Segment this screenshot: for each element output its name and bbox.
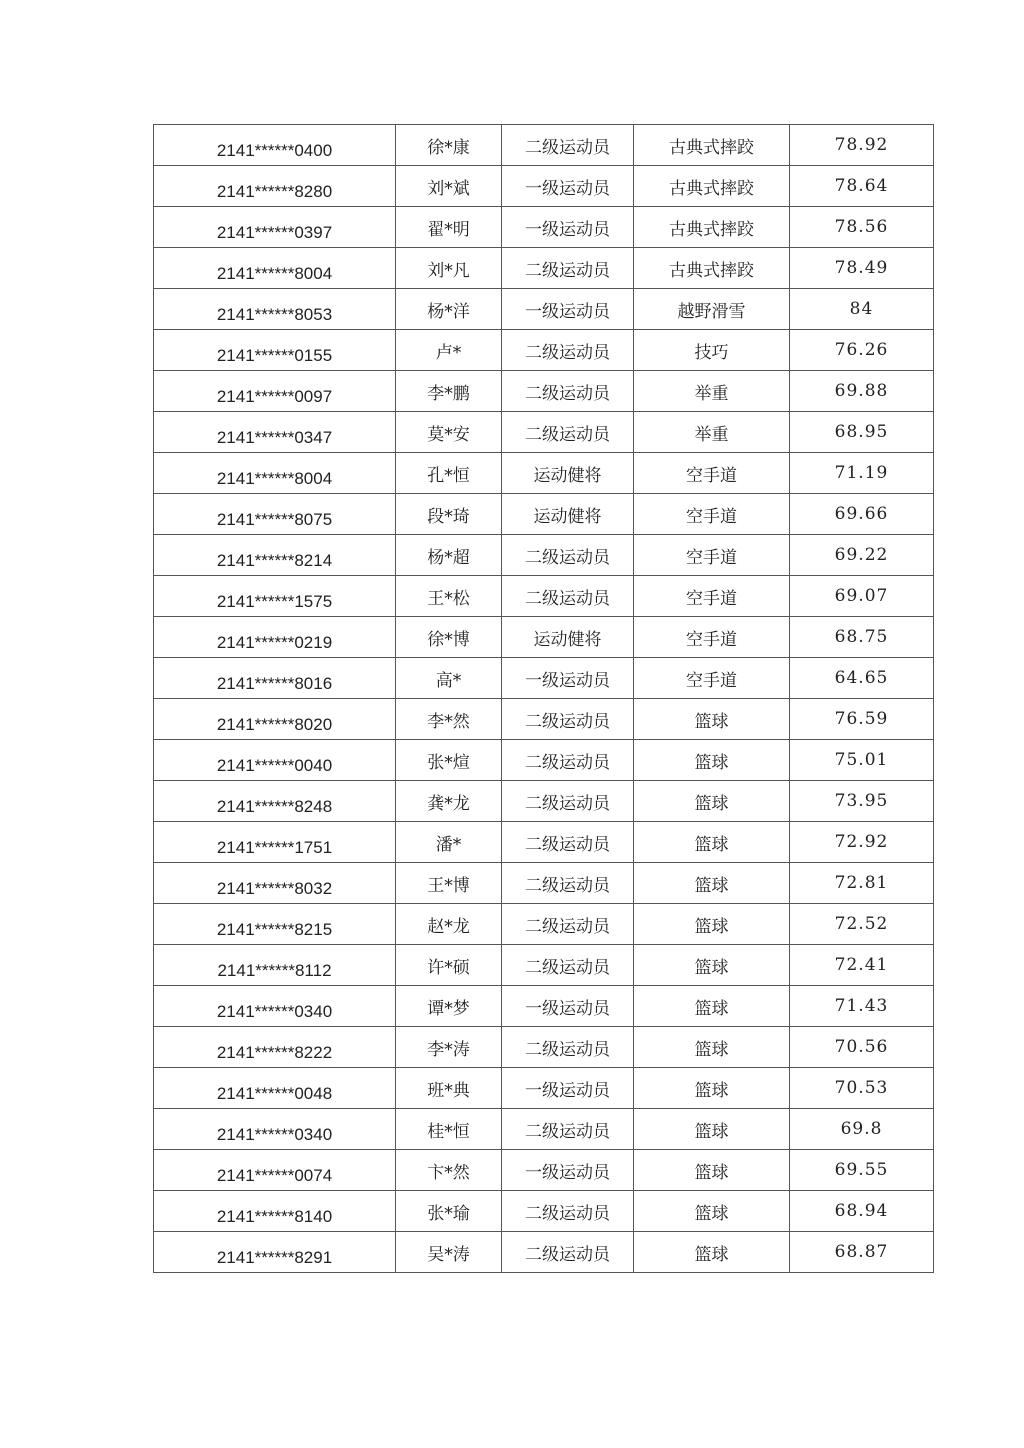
table-row [154, 248, 934, 289]
id-cell: 2141******8222 [154, 1027, 396, 1068]
id-cell: 2141******8053 [154, 289, 396, 330]
table-row [154, 207, 934, 248]
sport-cell: 篮球 [634, 1191, 790, 1232]
id-cell: 2141******0397 [154, 207, 396, 248]
level-cell: 运动健将 [502, 617, 634, 658]
level-cell: 一级运动员 [502, 658, 634, 699]
sport-cell: 篮球 [634, 1109, 790, 1150]
score-cell: 76.26 [790, 330, 934, 371]
level-cell: 二级运动员 [502, 412, 634, 453]
table-row [154, 617, 934, 658]
sport-cell: 篮球 [634, 1068, 790, 1109]
score-cell: 72.52 [790, 904, 934, 945]
table-row [154, 1068, 934, 1109]
table-row [154, 535, 934, 576]
name-cell: 孔*恒 [396, 453, 502, 494]
id-cell: 2141******0155 [154, 330, 396, 371]
name-cell: 王*博 [396, 863, 502, 904]
table-row [154, 904, 934, 945]
name-cell: 谭*梦 [396, 986, 502, 1027]
level-cell: 一级运动员 [502, 166, 634, 207]
score-cell: 78.64 [790, 166, 934, 207]
table-row [154, 412, 934, 453]
id-cell: 2141******0219 [154, 617, 396, 658]
score-cell: 69.66 [790, 494, 934, 535]
id-cell: 2141******0048 [154, 1068, 396, 1109]
level-cell: 一级运动员 [502, 986, 634, 1027]
score-cell: 84 [790, 289, 934, 330]
name-cell: 李*涛 [396, 1027, 502, 1068]
level-cell: 二级运动员 [502, 125, 634, 166]
name-cell: 徐*博 [396, 617, 502, 658]
name-cell: 王*松 [396, 576, 502, 617]
sport-cell: 空手道 [634, 617, 790, 658]
sport-cell: 篮球 [634, 863, 790, 904]
id-cell: 2141******8032 [154, 863, 396, 904]
score-cell: 76.59 [790, 699, 934, 740]
results-table [153, 124, 934, 1273]
level-cell: 二级运动员 [502, 1027, 634, 1068]
level-cell: 运动健将 [502, 494, 634, 535]
score-cell: 78.49 [790, 248, 934, 289]
level-cell: 二级运动员 [502, 371, 634, 412]
id-cell: 2141******8020 [154, 699, 396, 740]
sport-cell: 篮球 [634, 904, 790, 945]
id-cell: 2141******8214 [154, 535, 396, 576]
id-cell: 2141******1751 [154, 822, 396, 863]
sport-cell: 古典式摔跤 [634, 166, 790, 207]
sport-cell: 篮球 [634, 945, 790, 986]
name-cell: 杨*超 [396, 535, 502, 576]
id-cell: 2141******0340 [154, 1109, 396, 1150]
score-cell: 64.65 [790, 658, 934, 699]
id-cell: 2141******8248 [154, 781, 396, 822]
sport-cell: 空手道 [634, 576, 790, 617]
sport-cell: 篮球 [634, 1232, 790, 1273]
table-row [154, 699, 934, 740]
table-row [154, 863, 934, 904]
score-cell: 72.92 [790, 822, 934, 863]
table-row [154, 289, 934, 330]
level-cell: 一级运动员 [502, 289, 634, 330]
level-cell: 二级运动员 [502, 945, 634, 986]
table-row [154, 576, 934, 617]
score-cell: 71.19 [790, 453, 934, 494]
name-cell: 卢* [396, 330, 502, 371]
name-cell: 杨*洋 [396, 289, 502, 330]
sport-cell: 举重 [634, 371, 790, 412]
level-cell: 二级运动员 [502, 576, 634, 617]
name-cell: 李*鹏 [396, 371, 502, 412]
sport-cell: 空手道 [634, 535, 790, 576]
name-cell: 刘*斌 [396, 166, 502, 207]
id-cell: 2141******0340 [154, 986, 396, 1027]
id-cell: 2141******1575 [154, 576, 396, 617]
id-cell: 2141******8291 [154, 1232, 396, 1273]
level-cell: 一级运动员 [502, 1150, 634, 1191]
sport-cell: 举重 [634, 412, 790, 453]
sport-cell: 篮球 [634, 1027, 790, 1068]
score-cell: 69.8 [790, 1109, 934, 1150]
name-cell: 翟*明 [396, 207, 502, 248]
score-cell: 70.56 [790, 1027, 934, 1068]
id-cell: 2141******8075 [154, 494, 396, 535]
level-cell: 二级运动员 [502, 1109, 634, 1150]
name-cell: 吴*涛 [396, 1232, 502, 1273]
sport-cell: 空手道 [634, 658, 790, 699]
score-cell: 72.41 [790, 945, 934, 986]
level-cell: 二级运动员 [502, 904, 634, 945]
id-cell: 2141******0347 [154, 412, 396, 453]
score-cell: 73.95 [790, 781, 934, 822]
name-cell: 班*典 [396, 1068, 502, 1109]
level-cell: 运动健将 [502, 453, 634, 494]
sport-cell: 篮球 [634, 699, 790, 740]
name-cell: 卞*然 [396, 1150, 502, 1191]
score-cell: 68.94 [790, 1191, 934, 1232]
id-cell: 2141******0040 [154, 740, 396, 781]
id-cell: 2141******8112 [154, 945, 396, 986]
id-cell: 2141******0097 [154, 371, 396, 412]
score-cell: 69.22 [790, 535, 934, 576]
name-cell: 龚*龙 [396, 781, 502, 822]
level-cell: 二级运动员 [502, 535, 634, 576]
table-row [154, 822, 934, 863]
level-cell: 一级运动员 [502, 207, 634, 248]
score-cell: 70.53 [790, 1068, 934, 1109]
id-cell: 2141******0074 [154, 1150, 396, 1191]
id-cell: 2141******0400 [154, 125, 396, 166]
table-body [154, 125, 934, 1273]
name-cell: 张*煊 [396, 740, 502, 781]
table-row [154, 494, 934, 535]
table-row [154, 781, 934, 822]
id-cell: 2141******8140 [154, 1191, 396, 1232]
name-cell: 桂*恒 [396, 1109, 502, 1150]
name-cell: 段*琦 [396, 494, 502, 535]
score-cell: 69.55 [790, 1150, 934, 1191]
table-row [154, 453, 934, 494]
score-cell: 71.43 [790, 986, 934, 1027]
sport-cell: 篮球 [634, 740, 790, 781]
id-cell: 2141******8280 [154, 166, 396, 207]
name-cell: 赵*龙 [396, 904, 502, 945]
id-cell: 2141******8004 [154, 248, 396, 289]
name-cell: 刘*凡 [396, 248, 502, 289]
sport-cell: 越野滑雪 [634, 289, 790, 330]
sport-cell: 古典式摔跤 [634, 207, 790, 248]
sport-cell: 空手道 [634, 494, 790, 535]
table-row [154, 166, 934, 207]
sport-cell: 技巧 [634, 330, 790, 371]
table-row [154, 986, 934, 1027]
table-row [154, 1150, 934, 1191]
sport-cell: 篮球 [634, 822, 790, 863]
sport-cell: 篮球 [634, 781, 790, 822]
table-row [154, 658, 934, 699]
table-row [154, 945, 934, 986]
sport-cell: 古典式摔跤 [634, 125, 790, 166]
table-row [154, 1027, 934, 1068]
name-cell: 潘* [396, 822, 502, 863]
sport-cell: 古典式摔跤 [634, 248, 790, 289]
table-row [154, 125, 934, 166]
id-cell: 2141******8016 [154, 658, 396, 699]
score-cell: 78.92 [790, 125, 934, 166]
name-cell: 莫*安 [396, 412, 502, 453]
name-cell: 李*然 [396, 699, 502, 740]
level-cell: 二级运动员 [502, 1232, 634, 1273]
level-cell: 二级运动员 [502, 330, 634, 371]
table-row [154, 1109, 934, 1150]
name-cell: 徐*康 [396, 125, 502, 166]
table-row [154, 1191, 934, 1232]
level-cell: 二级运动员 [502, 699, 634, 740]
score-cell: 68.87 [790, 1232, 934, 1273]
level-cell: 二级运动员 [502, 1191, 634, 1232]
score-cell: 72.81 [790, 863, 934, 904]
name-cell: 张*瑜 [396, 1191, 502, 1232]
score-cell: 68.95 [790, 412, 934, 453]
level-cell: 一级运动员 [502, 1068, 634, 1109]
table-row [154, 740, 934, 781]
level-cell: 二级运动员 [502, 863, 634, 904]
name-cell: 许*硕 [396, 945, 502, 986]
score-cell: 68.75 [790, 617, 934, 658]
score-cell: 78.56 [790, 207, 934, 248]
score-cell: 69.07 [790, 576, 934, 617]
id-cell: 2141******8004 [154, 453, 396, 494]
sport-cell: 篮球 [634, 986, 790, 1027]
level-cell: 二级运动员 [502, 248, 634, 289]
table-row [154, 371, 934, 412]
table-row [154, 1232, 934, 1273]
name-cell: 高* [396, 658, 502, 699]
level-cell: 二级运动员 [502, 781, 634, 822]
table-row [154, 330, 934, 371]
score-cell: 75.01 [790, 740, 934, 781]
level-cell: 二级运动员 [502, 740, 634, 781]
sport-cell: 篮球 [634, 1150, 790, 1191]
id-cell: 2141******8215 [154, 904, 396, 945]
score-cell: 69.88 [790, 371, 934, 412]
level-cell: 二级运动员 [502, 822, 634, 863]
sport-cell: 空手道 [634, 453, 790, 494]
